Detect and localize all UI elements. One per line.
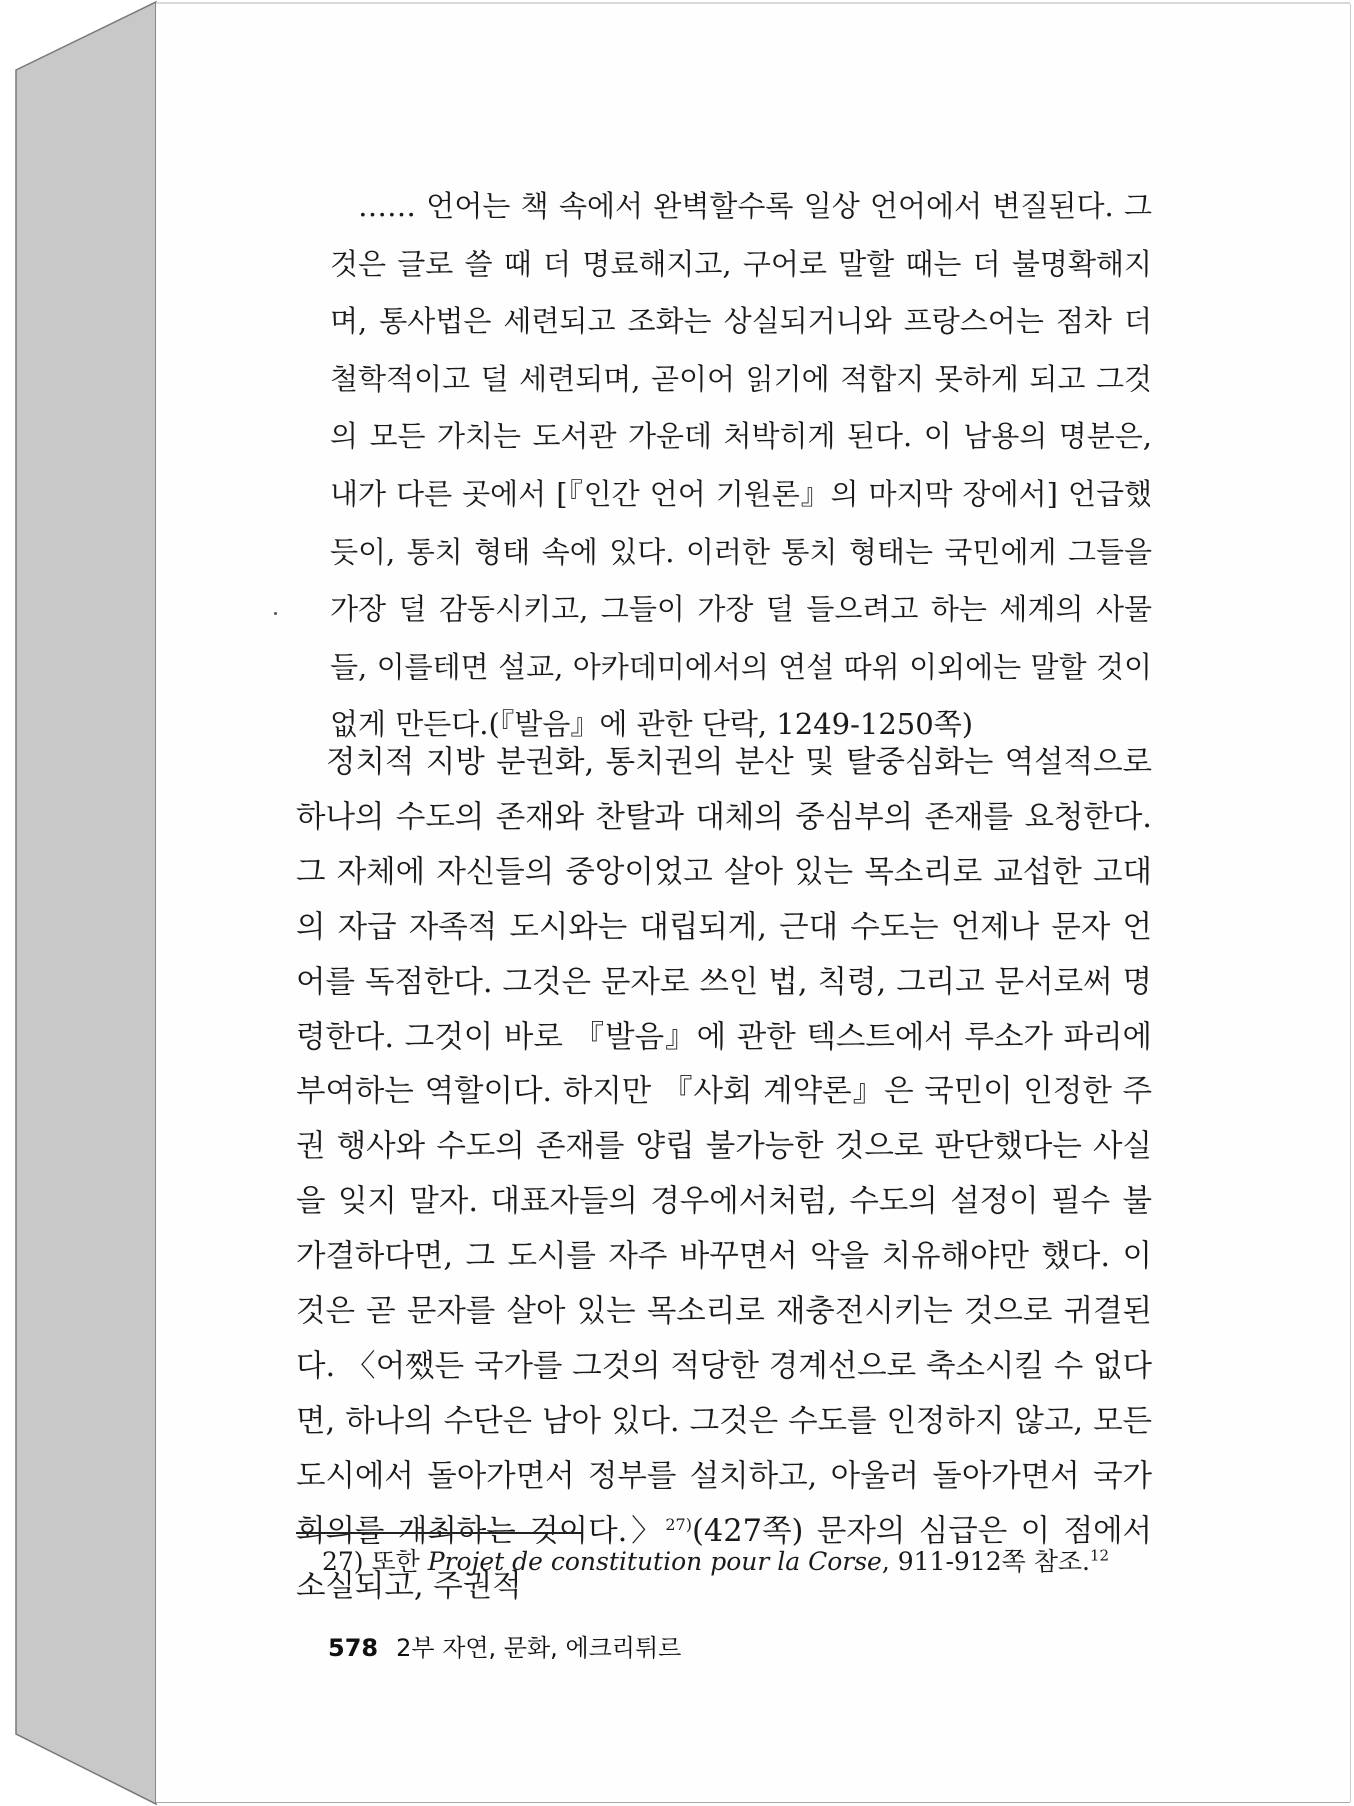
speck-mark <box>274 612 277 615</box>
footnote-number: 27) 또한 <box>322 1547 420 1576</box>
section-title: 2부 자연, 문화, 에크리튀르 <box>396 1634 682 1662</box>
footnote-divider <box>296 1532 582 1534</box>
page-number: 578 <box>328 1634 379 1662</box>
body-paragraph <box>296 736 1152 1615</box>
footnote-superscript: 12 <box>1089 1546 1110 1565</box>
running-footer <box>328 1628 681 1663</box>
body-text-tail: (427쪽) 문자의 심급은 이 점에서 소실되고, 주권적 <box>296 1513 1152 1604</box>
footnote-title: Projet de constitution pour la Corse <box>427 1547 882 1576</box>
footnote <box>322 1544 1162 1580</box>
body-text-main: 정치적 지방 분권화, 통치권의 분산 및 탈중심화는 역설적으로 하나의 수도의 존재와 찬탈과 대체의 중심부의 존재를 요청한다. 그 자체에 자신들의 중앙이었고 살아 있는 목소리로 교섭한 고대의 자급 자족적 도시와는 대립되게, 근대 수도는 언제나 문자 언어를 독점한다. 그것은 문자로 쓰인 법, 칙령, 그리고 문서로써 명령한다. 그것이 바로 『발음』에 관한 텍스트에서 루소가 파리에 부여하는 역할이다. 하지만 『사회 계약론』은 국민이 인정한 주권 행사와 수도의 존재를 양립 불가능한 것으로 판단했다는 사실을 잊지 말자. 대표자들의 경우에서처럼, 수도의 설정이 필수 불가결하다면, 그 도시를 자주 바꾸면서 악을 치유해야만 했다. 이것은 곧 문자를 살아 있는 목소리로 재충전시키는 것으로 귀결된다. 〈어쨌든 국가를 그것의 적당한 경계선으로 축소시킬 수 없다면, 하나의 수단은 남아 있다. 그것은 수도를 인정하지 않고, 모든 도시에서 돌아가면서 정부를 설치하고, 아울러 돌아가면서 국가 회의를 개최하는 것이다.〉 <box>296 745 1152 1549</box>
block-quote: …… 언어는 책 속에서 완벽할수록 일상 언어에서 변질된다. 그것은 글로 쓸 때 더 명료해지고, 구어로 말할 때는 더 불명확해지며, 통사법은 세련되고 조화는 상실되거니와 프랑스어는 점차 더 철학적이고 덜 세련되며, 곧이어 읽기에 적합지 못하게 되고 그것의 모든 가치는 도서관 가운데 처박히게 된다. 이 남용의 명분은, 내가 다른 곳에서 [『인간 언어 기원론』의 마지막 장에서] 언급했듯이, 통치 형태 속에 있다. 이러한 통치 형태는 국민에게 그들을 가장 덜 감동시키고, 그들이 가장 덜 들으려고 하는 세계의 사물들, 이를테면 설교, 아카데미에서의 연설 따위 이외에는 말할 것이 없게 만든다.(『발음』에 관한 단락, 1249-1250쪽) <box>330 189 1152 742</box>
footnote-reference: 27) <box>665 1514 692 1534</box>
footnote-pages: , 911-912쪽 참조. <box>881 1547 1090 1576</box>
